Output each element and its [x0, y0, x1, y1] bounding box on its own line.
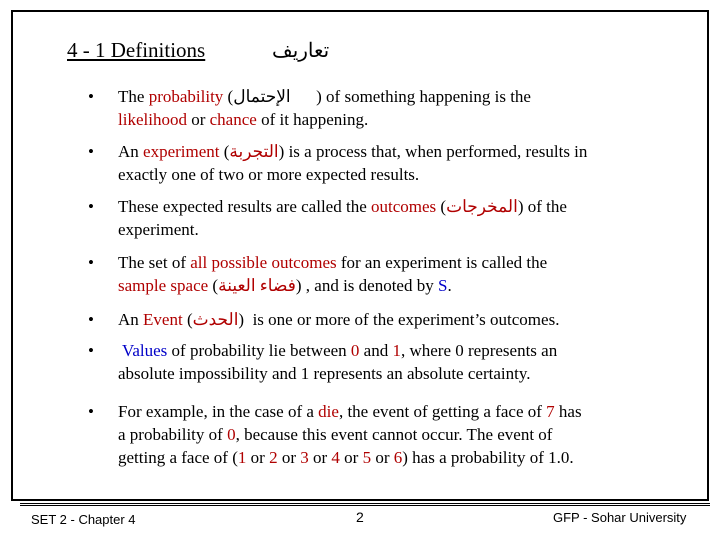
highlighted-term: likelihood	[118, 110, 187, 129]
bullet-line	[118, 339, 678, 362]
text-run: (	[436, 197, 447, 216]
text-run: experiment.	[118, 220, 199, 239]
highlighted-term: 2	[269, 448, 278, 467]
text-run: , where 0 represents an	[400, 341, 558, 360]
highlighted-term: 4	[331, 448, 340, 467]
highlighted-term: die	[318, 402, 339, 421]
text-run: ) of the	[517, 197, 567, 216]
bullet-line	[118, 308, 678, 331]
footer-course: SET 2 - Chapter 4	[31, 512, 136, 527]
bullet-line	[118, 195, 678, 218]
text-run: of probability lie between	[167, 341, 351, 360]
text-run: The set of	[118, 253, 191, 272]
bullet-line	[118, 251, 678, 274]
footer-institution: GFP - Sohar University	[553, 510, 687, 525]
text-run: The	[118, 87, 149, 106]
text-run: getting a face of (	[118, 448, 238, 467]
bullet-line	[118, 423, 678, 446]
text-run: ) is one or more of the experiment’s outcomes.	[238, 310, 560, 329]
bullet-event	[118, 308, 678, 331]
text-run: a probability of	[118, 425, 228, 444]
text-run: An	[118, 142, 144, 161]
text-run: exactly one of two or more expected results.	[118, 165, 420, 184]
text-run: or	[308, 448, 332, 467]
bullet-line	[118, 163, 678, 186]
bullet-experiment	[118, 140, 678, 186]
bullet-example	[118, 400, 678, 469]
text-run: ) of something happening is the	[290, 87, 531, 106]
arabic-term: فضاء العينة	[218, 276, 296, 295]
highlighted-term: all possible outcomes	[190, 253, 337, 272]
text-run: or	[186, 110, 210, 129]
highlighted-term: Values	[121, 341, 168, 360]
arabic-term: الإحتمال	[233, 87, 291, 106]
bullet-sample-space	[118, 251, 678, 297]
slide-title: 4 - 1 Definitions	[67, 38, 206, 62]
highlighted-term: 1	[237, 448, 247, 467]
bullet-probability	[118, 85, 678, 131]
highlighted-term: probability	[148, 87, 224, 106]
text-run: has	[554, 402, 582, 421]
bullet-marker: •	[88, 253, 94, 272]
text-run: or	[277, 448, 301, 467]
bullet-marker: •	[88, 142, 94, 161]
highlighted-term: 0	[227, 425, 236, 444]
text-run: (	[219, 142, 230, 161]
text-run: For example, in the case of a	[118, 402, 319, 421]
bullet-marker: •	[88, 341, 94, 360]
text-run: absolute impossibility and 1 represents an absolute certainty.	[118, 364, 531, 383]
text-run: .	[447, 276, 452, 295]
text-run: ) , and is denoted by	[295, 276, 438, 295]
highlighted-term: 5	[362, 448, 372, 467]
bullet-line	[118, 140, 678, 163]
text-run: (	[223, 87, 234, 106]
highlighted-term: sample space	[118, 276, 209, 295]
bullet-line	[118, 218, 678, 241]
text-run: ) has a probability of 1.0.	[402, 448, 574, 467]
text-run: ) is a process that, when performed, results in	[278, 142, 588, 161]
arabic-term: الحدث	[192, 310, 239, 329]
text-run: or	[371, 448, 394, 467]
highlighted-term: S	[437, 276, 448, 295]
bullet-marker: •	[88, 310, 94, 329]
highlighted-term: Event	[143, 310, 183, 329]
bullet-line	[118, 400, 678, 423]
bullet-line	[118, 85, 678, 108]
text-run: (	[182, 310, 193, 329]
bullet-marker: •	[88, 197, 94, 216]
highlighted-term: 3	[300, 448, 309, 467]
highlighted-term: 1	[392, 341, 401, 360]
page-number: 2	[356, 509, 364, 525]
bullet-marker: •	[88, 87, 94, 106]
text-run: for an experiment is called the	[336, 253, 548, 272]
bullet-line	[118, 108, 678, 131]
bullet-line	[118, 446, 678, 469]
bullet-outcomes	[118, 195, 678, 241]
slide-title-arabic: تعاريف	[272, 40, 330, 62]
text-run: or	[339, 448, 363, 467]
highlighted-term: chance	[209, 110, 257, 129]
text-run: These expected results are called the	[118, 197, 371, 216]
bullet-line	[118, 362, 678, 385]
text-run: An	[118, 310, 144, 329]
bullet-marker: •	[88, 402, 94, 421]
text-run: or	[246, 448, 270, 467]
highlighted-term: 7	[546, 402, 555, 421]
arabic-term: التجربة	[229, 142, 279, 161]
text-run: of it happening.	[256, 110, 369, 129]
highlighted-term: 6	[393, 448, 403, 467]
bullet-line	[118, 274, 678, 297]
highlighted-term: 0	[350, 341, 360, 360]
arabic-term: المخرجات	[446, 197, 518, 216]
text-run: and	[359, 341, 393, 360]
highlighted-term: experiment	[143, 142, 220, 161]
footer-divider	[20, 503, 710, 506]
text-run: , because this event cannot occur. The event of	[235, 425, 553, 444]
text-run: , the event of getting a face of	[338, 402, 547, 421]
highlighted-term: outcomes	[370, 197, 437, 216]
bullet-values	[118, 339, 678, 385]
text-run: (	[208, 276, 219, 295]
